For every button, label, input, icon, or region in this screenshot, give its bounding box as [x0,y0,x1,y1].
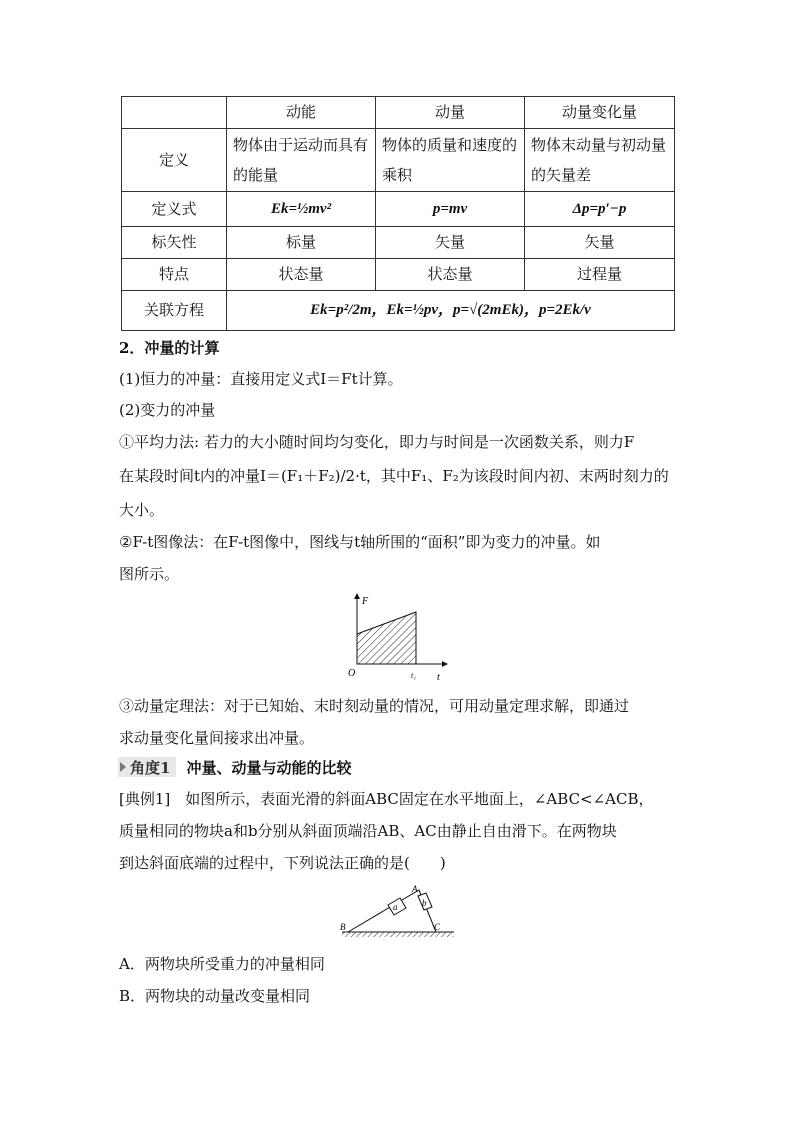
table-header-empty [122,97,227,129]
block-b-label: b [422,898,427,908]
table-cell: 矢量 [525,227,675,259]
table-row-scalar-vector [122,227,675,259]
example-line-1: [典例1] 如图所示，表面光滑的斜面ABC固定在水平地面上，∠ABC<∠ACB， [119,790,654,808]
table-row-definition [122,129,675,192]
vertex-a-label: A [412,884,418,894]
vertex-b-label: B [340,922,346,932]
paragraph-graph-method-2: 图所示。 [119,565,180,583]
paragraph-theorem-method-2: 求动量变化量间接求出冲量。 [119,729,315,747]
f-t-graph [340,590,450,685]
paragraph-average-method-1: ①平均力法: 若力的大小随时间均匀变化，即力与时间是一次函数关系，则力F [119,433,635,451]
option-a: A．两物块所受重力的冲量相同 [119,955,325,973]
impulse-area [357,612,416,664]
origin-label: O [348,668,356,679]
y-axis-arrow [354,593,360,599]
table-cell: 状态量 [227,259,376,291]
paragraph-average-method-3: 大小。 [119,501,165,519]
table-cell: p=mv [376,192,525,227]
table-cell: 物体的质量和速度的乘积 [376,129,525,192]
paragraph-theorem-method-1: ③动量定理法：对于已知始、末时刻动量的情况，可用动量定理求解，即通过 [119,697,630,715]
example-line-3: 到达斜面底端的过程中，下列说法正确的是( ) [119,854,446,872]
table-cell: 矢量 [376,227,525,259]
angle-tag-label: 角度1 [130,758,171,777]
vertex-c-label: C [434,922,441,932]
y-axis-label: F [362,596,369,607]
table-cell: 过程量 [525,259,675,291]
paragraph-graph-method-1: ②F-t图像法：在F-t图像中，图线与t轴所围的“面积”即为变力的冲量。如 [119,533,601,551]
option-b: B．两物块的动量改变量相同 [119,987,311,1005]
block-a-label: a [393,902,398,912]
ground-hatching [342,932,454,937]
paragraph-constant-force: (1)恒力的冲量：直接用定义式I＝Ft计算。 [119,370,403,388]
incline-diagram [336,878,460,942]
table-row-relation [122,291,675,331]
table-row-formula [122,192,675,227]
angle-title: 冲量、动量与动能的比较 [186,758,352,777]
row-label: 定义 [122,129,227,192]
row-label: 关联方程 [122,291,227,331]
table-cell: Ek=p²/2m，Ek=½pv，p=√(2mEk)，p=2Ek/v [227,291,675,331]
table-cell: Ek=½mv² [227,192,376,227]
row-label: 标矢性 [122,227,227,259]
t1-label: t₁ [411,671,417,680]
table-row-feature [122,259,675,291]
table-cell: Δp=p′−p [525,192,675,227]
row-label: 特点 [122,259,227,291]
row-label: 定义式 [122,192,227,227]
example-line-2: 质量相同的物块a和b分别从斜面顶端沿AB、AC由静止自由滑下。在两物块 [119,822,617,840]
angle-tag-box [118,757,176,777]
table-cell: 标量 [227,227,376,259]
paragraph-average-method-2: 在某段时间t内的冲量I＝(F₁＋F₂)/2·t，其中F₁、F₂为该段时间内初、末两时刻力的 [119,467,669,485]
table-header-momentum-change: 动量变化量 [525,97,675,129]
table-cell: 物体由于运动而具有的能量 [227,129,376,192]
table-header-kinetic-energy: 动能 [227,97,376,129]
x-axis-arrow [442,661,448,667]
comparison-table [121,96,675,331]
section-title: 2．冲量的计算 [119,339,220,357]
table-header-row [122,97,675,129]
table-cell: 物体末动量与初动量的矢量差 [525,129,675,192]
angle-heading [118,757,351,777]
table-cell: 状态量 [376,259,525,291]
paragraph-variable-force: (2)变力的冲量 [119,401,216,419]
table-header-momentum: 动量 [376,97,525,129]
triangle-icon [120,762,126,772]
x-axis-label: t [437,672,440,683]
